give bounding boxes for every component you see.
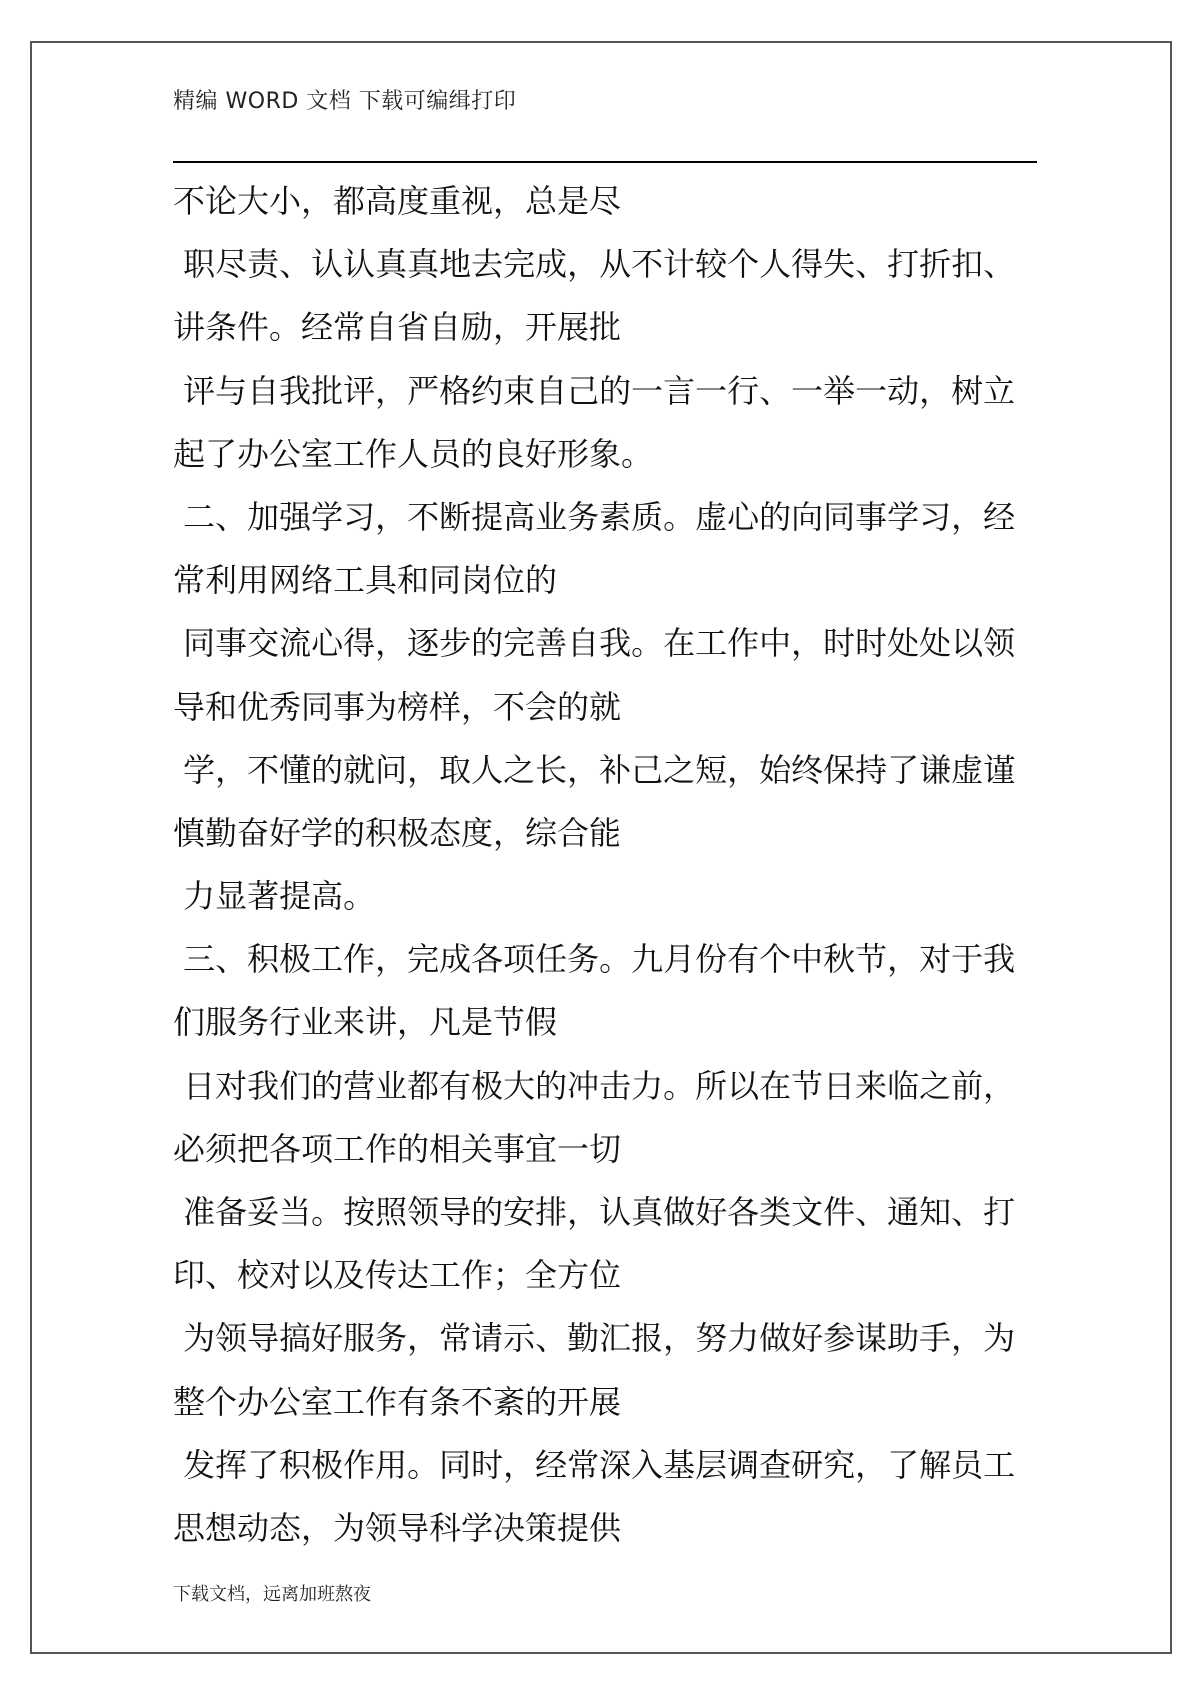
body-line: 慎勤奋好学的积极态度，综合能 [173,813,622,852]
body-line: 二、加强学习，不断提高业务素质。虚心的向同事学习，经 [173,497,1016,536]
document-body [173,170,1053,1560]
body-line: 准备妥当。按照领导的安排，认真做好各类文件、通知、打 [173,1193,1016,1231]
body-line: 评与自我批评，严格约束自己的一言一行、一举一动，树立 [173,371,1016,410]
body-line: 起了办公室工作人员的良好形象。 [173,434,654,473]
body-line: 讲条件。经常自省自励，开展批 [173,308,622,347]
body-line: 印、校对以及传达工作；全方位 [173,1256,622,1295]
body-line: 发挥了积极作用。同时，经常深入基层调查研究，了解员工 [173,1445,1016,1484]
body-line: 三、积极工作，完成各项任务。九月份有个中秋节，对于我 [173,940,1016,979]
document-header: 精编 WORD 文档 下载可编缉打印 [173,89,517,114]
body-line: 导和优秀同事为榜样，不会的就 [173,687,622,726]
body-line: 思想动态，为领导科学决策提供 [173,1508,622,1547]
document-footer: 下载文档，远离加班熬夜 [173,1584,371,1605]
body-line: 力显著提高。 [173,877,376,916]
body-line: 必须把各项工作的相关事宜一切 [173,1129,622,1168]
header-divider [173,161,1037,163]
body-line: 常利用网络工具和同岗位的 [173,561,558,600]
body-line: 不论大小，都高度重视，总是尽 [173,182,622,220]
body-line: 为领导搞好服务，常请示、勤汇报，努力做好参谋助手，为 [173,1319,1016,1358]
body-line: 日对我们的营业都有极大的冲击力。所以在节日来临之前， [173,1066,1016,1105]
body-line: 们服务行业来讲，凡是节假 [173,1003,558,1042]
body-line: 同事交流心得，逐步的完善自我。在工作中，时时处处以领 [173,624,1016,663]
body-line: 整个办公室工作有条不紊的开展 [173,1382,622,1421]
body-line: 学，不懂的就问，取人之长，补己之短，始终保持了谦虚谨 [173,750,1016,789]
body-line: 职尽责、认认真真地去完成，从不计较个人得失、打折扣、 [173,245,1016,284]
